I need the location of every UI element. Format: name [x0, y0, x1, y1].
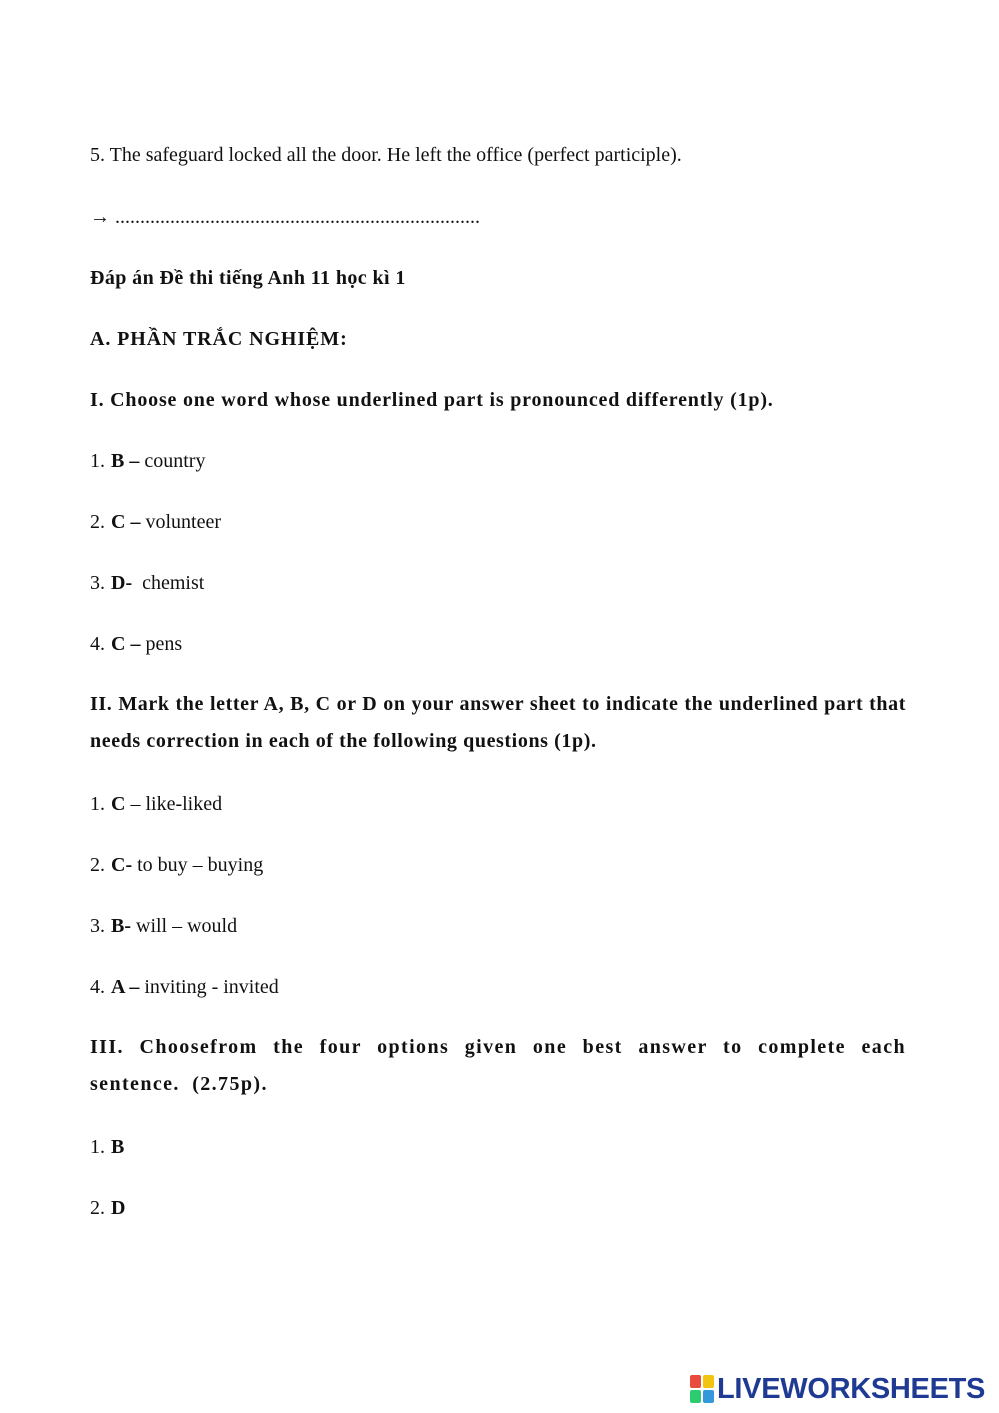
- item-text: country: [144, 450, 206, 472]
- item-answer-letter: D: [111, 1197, 126, 1219]
- part1-heading: I. Choose one word whose underlined part is pronounced differently (1p).: [90, 389, 774, 411]
- part2-item: [90, 914, 237, 938]
- item-answer-letter: C –: [111, 511, 141, 533]
- item-number: 4.: [90, 976, 105, 998]
- part1-item: [90, 449, 205, 473]
- logo-square-red: [690, 1375, 701, 1388]
- item-text: volunteer: [145, 511, 221, 533]
- part3-heading: III. Choosefrom the four options given one best answer to complete each sentence. (2.75p).: [90, 1036, 906, 1095]
- item-answer-letter: D-: [111, 572, 133, 594]
- part2-heading: II. Mark the letter A, B, C or D on your answer sheet to indicate the underlined part that needs correction in each of the following questions (1p).: [90, 693, 906, 752]
- logo-square-yellow: [703, 1375, 714, 1388]
- item-number: 4.: [90, 633, 105, 655]
- item-answer-letter: C: [111, 793, 126, 815]
- item-number: 1.: [90, 450, 105, 472]
- part3-item: [90, 1196, 125, 1220]
- item-answer-letter: C –: [111, 633, 141, 655]
- item-number: 3.: [90, 915, 105, 937]
- item-number: 1.: [90, 793, 105, 815]
- part1-item: [90, 510, 221, 534]
- item-number: 3.: [90, 572, 105, 594]
- liveworksheets-logo-text: LIVEWORKSHEETS: [717, 1373, 986, 1405]
- answers-title: Đáp án Đề thi tiếng Anh 11 học kì 1: [90, 267, 406, 289]
- item-answer-letter: B-: [111, 915, 131, 937]
- item-number: 2.: [90, 511, 105, 533]
- part1-item: [90, 632, 182, 656]
- item-text: pens: [145, 633, 183, 655]
- liveworksheets-logo-icon: [690, 1375, 714, 1403]
- question-5: 5. The safeguard locked all the door. He left the office (perfect participle).: [90, 144, 682, 166]
- item-number: 1.: [90, 1136, 105, 1158]
- item-number: 2.: [90, 854, 105, 876]
- item-text: inviting - invited: [144, 976, 279, 998]
- part1-item: [90, 571, 204, 595]
- item-answer-letter: A –: [111, 976, 140, 998]
- item-answer-letter: B: [111, 1136, 125, 1158]
- part2-item: [90, 853, 263, 877]
- part3-item: [90, 1135, 124, 1159]
- item-text: – like-liked: [130, 793, 223, 815]
- part2-item: [90, 792, 222, 816]
- logo-square-green: [690, 1390, 701, 1403]
- item-answer-letter: C-: [111, 854, 133, 876]
- item-text: will – would: [136, 915, 238, 937]
- item-text: to buy – buying: [137, 854, 264, 876]
- item-text: chemist: [142, 572, 205, 594]
- part2-item: [90, 975, 279, 999]
- section-a-heading: A. PHẦN TRẮC NGHIỆM:: [90, 328, 348, 350]
- logo-square-blue: [703, 1390, 714, 1403]
- item-answer-letter: B –: [111, 450, 140, 472]
- item-number: 2.: [90, 1197, 105, 1219]
- answer-line: → .........................................................................: [90, 206, 480, 228]
- liveworksheets-logo: [690, 1372, 985, 1406]
